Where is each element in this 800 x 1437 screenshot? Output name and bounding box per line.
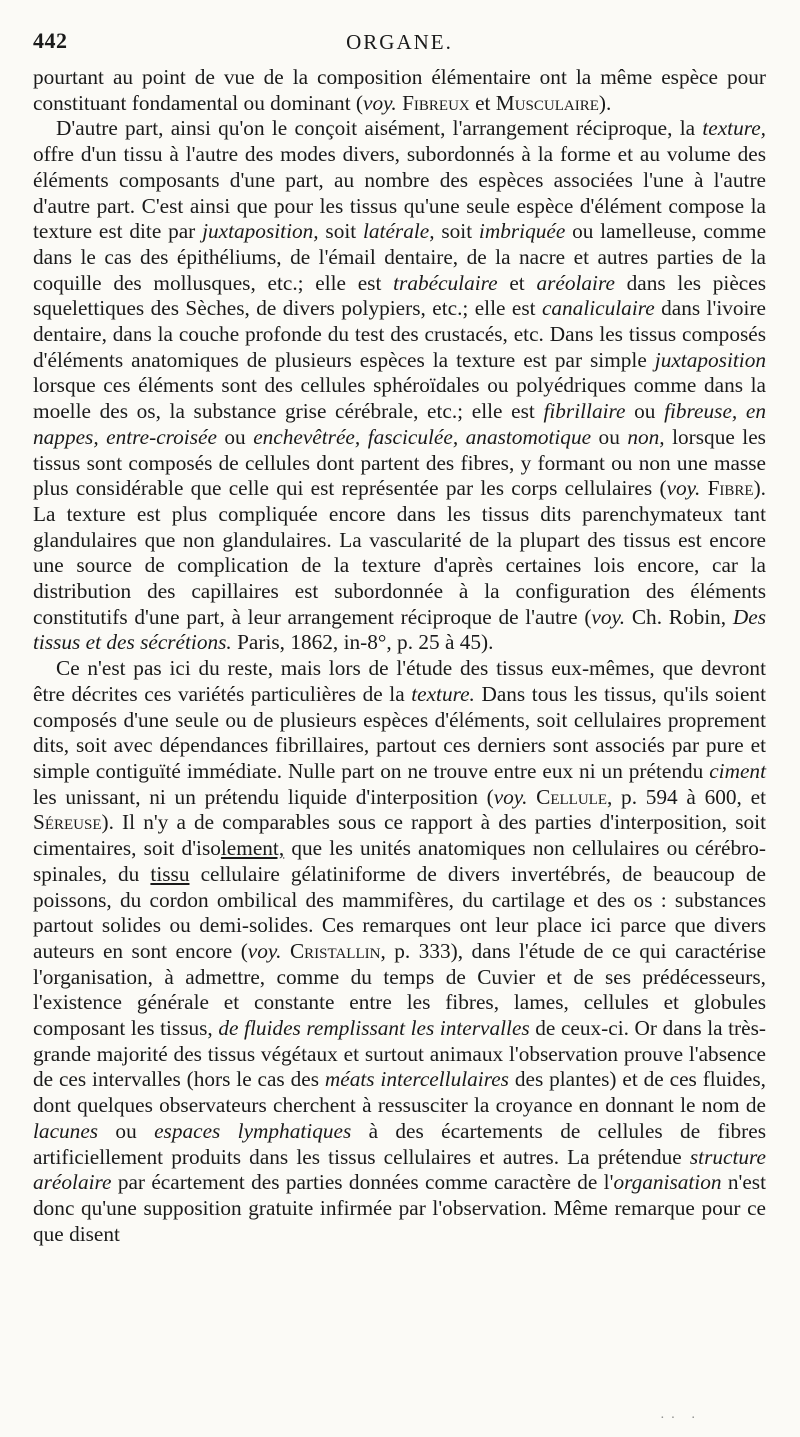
- text-segment: ciment: [709, 758, 766, 783]
- text-segment: que les unités anatomiques non cellulaires ou cérébro-spinales, du: [33, 836, 766, 886]
- text-segment: Paris, 1862, in-8°, p. 25 à 45).: [231, 630, 494, 655]
- text-segment: Cellule: [536, 784, 607, 809]
- text-segment: , p. 594 à 600, et: [606, 784, 766, 809]
- paragraph-3: [33, 656, 766, 1247]
- paragraph-2: [33, 116, 766, 656]
- text-segment: n'est donc qu'une supposition gratuite infirmée par l'observation. Même remarque pour ce que disent: [33, 1170, 766, 1246]
- text-segment: Séreuse: [33, 810, 102, 835]
- text-segment: aréolaire: [536, 270, 615, 295]
- text-segment: Fibreux: [402, 90, 470, 115]
- text-segment: [527, 785, 536, 809]
- text-segment: voy.: [666, 476, 701, 501]
- text-segment: lorsque ces éléments sont des cellules sphéroïdales ou polyédriques comme dans la moelle des os, la substance grise cérébrale, etc.; elle est: [33, 373, 766, 424]
- text-segment: lacunes: [33, 1118, 99, 1143]
- text-segment: texture.: [411, 681, 475, 706]
- text-segment: ou: [216, 424, 254, 449]
- text-segment: enchevêtrée, fasciculée, anastomotique: [253, 424, 592, 449]
- text-segment: organisation: [613, 1170, 722, 1195]
- text-segment: fibreuse, en nappes, entre-croisée: [33, 399, 766, 449]
- text-segment: les unissant, ni un prétendu liquide d'interposition (: [33, 784, 494, 809]
- text-segment: juxtaposition,: [202, 219, 319, 244]
- text-segment: voy.: [363, 90, 397, 115]
- text-segment: à des écartements de cellules de fibres artificiellement produits dans les tissus cellulaires et autres. La prétendue: [33, 1118, 766, 1169]
- text-segment: canaliculaire: [541, 296, 655, 321]
- text-segment: voy.: [247, 938, 282, 963]
- text-segment: latérale,: [362, 219, 435, 244]
- text-segment: voy.: [493, 784, 528, 809]
- text-segment: D'autre part, ainsi qu'on le conçoit aisément, l'arrangement réciproque, la: [56, 116, 703, 141]
- text-segment: dans les pièces squelettiques des Sèches, de divers polypiers, etc.; elle est: [33, 270, 766, 321]
- text-segment: cellulaire gélatiniforme de divers invertébrés, de beaucoup de poissons, du cordon ombilical des mammifères, du cartilage et des os : substances partout solides ou demi-solides. Ces remarques ont leur place ici parce que divers auteurs en sont encore (: [33, 861, 766, 963]
- text-segment: espaces lymphatiques: [154, 1118, 352, 1143]
- text-segment: Ce n'est pas ici du reste, mais lors de l'étude des tissus eux-mêmes, que devront être décrites ces variétés particulières de la: [33, 656, 766, 706]
- text-segment: Des tissus et des sécrétions.: [33, 604, 766, 655]
- text-segment: offre d'un tissu à l'autre des modes divers, subordonnés à la forme et au volume des éléments composants d'une part, au nombre des espèces associées l'une à l'autre d'autre part. C'est ainsi que pour les tissus qu'une seule espèce d'élément compose la texture est dite par: [33, 142, 766, 244]
- text-segment: méats intercellulaires: [324, 1067, 509, 1092]
- body-text: [33, 65, 766, 1247]
- text-segment: juxtaposition: [654, 347, 766, 372]
- text-segment: par écartement des parties données comme caractère de l': [111, 1170, 614, 1195]
- text-segment: ou: [625, 399, 665, 424]
- page-header: [33, 28, 766, 58]
- text-segment: [282, 939, 290, 963]
- text-segment: et: [497, 270, 537, 295]
- text-segment: non,: [627, 424, 665, 449]
- text-segment: lement,: [220, 836, 285, 861]
- text-segment: texture,: [702, 116, 766, 141]
- text-segment: Dans tous les tissus, qu'ils soient composés d'une seule ou de plusieurs espèces d'éléments, soit cellulaires proprement dits, soit avec dépendances fibrillaires, partout ces derniers sont associés par pure et simple contiguïté immédiate. Nulle part on ne trouve entre eux ni un prétendu: [33, 681, 766, 783]
- text-segment: ou: [98, 1118, 155, 1143]
- text-segment: Cristallin: [289, 938, 381, 963]
- text-segment: voy.: [591, 604, 626, 629]
- text-segment: Ch. Robin,: [625, 604, 733, 629]
- printer-marks: ·· ·: [660, 1411, 702, 1426]
- text-segment: pourtant au point de vue de la composition élémentaire ont la même espèce pour constituant fondamental ou dominant (: [33, 65, 766, 115]
- text-segment: soit: [318, 219, 363, 244]
- text-segment: trabéculaire: [393, 270, 498, 295]
- text-segment: ou: [591, 424, 628, 449]
- text-segment: soit: [434, 219, 479, 244]
- text-segment: lorsque les tissus sont composés de cellules dont partent des fibres, y formant ou non une masse plus considérable que celle qui est représentée par les corps cellulaires (: [33, 424, 766, 501]
- text-segment: dans l'ivoire dentaire, dans la couche profonde du test des crustacés, etc. Dans les tissus composés d'éléments anatomiques de plusieurs espèces la texture est par simple: [33, 296, 766, 372]
- paragraph-1: [33, 65, 766, 116]
- text-segment: de ceux-ci. Or dans la très-grande majorité des tissus végétaux et surtout animaux l'observation prouve l'absence de ces intervalles (hors le cas des: [33, 1016, 766, 1092]
- text-segment: fibrillaire: [543, 399, 626, 424]
- text-segment: structure aréolaire: [33, 1144, 766, 1195]
- text-segment: Fibre: [707, 476, 754, 501]
- text-segment: imbriquée: [478, 219, 566, 244]
- running-title: ORGANE.: [346, 30, 453, 54]
- page-number: 442: [33, 28, 68, 53]
- text-segment: , p. 333), dans l'étude de ce qui caractérise l'organisation, à admettre, comme du temps de Cuvier et de ses prédécesseurs, l'existence générale et constante entre les fibres, lames, cellules et globules composant les tissus,: [33, 938, 766, 1041]
- text-segment: ).: [598, 90, 612, 115]
- text-segment: de fluides remplissant les intervalles: [218, 1016, 530, 1041]
- text-segment: des plantes) et de ces fluides, dont quelques observateurs cherchent à ressusciter la croyance en donnant le nom de: [33, 1067, 766, 1118]
- text-segment: tissu: [150, 861, 190, 886]
- text-segment: ou lamelleuse, comme dans le cas des épithéliums, de l'émail dentaire, de la nacre et autres parties de la coquille des mollusques, etc.; elle est: [33, 219, 767, 295]
- text-segment: ). Il n'y a de comparables sous ce rapport à des parties d'interposition, soit cimentaires, soit d'iso: [33, 810, 766, 861]
- text-segment: ). La texture est plus compliquée encore dans les tissus dits parenchymateux tant glandulaires que non glandulaires. La vascularité de la plupart des tissus est encore une source de complication de la texture d'après certaines lois encore, car la distribution des capillaires est subordonnée à la configuration des éléments constitutifs d'une part, à leur arrangement réciproque de l'autre (: [33, 476, 767, 629]
- text-segment: Musculaire: [495, 90, 599, 115]
- text-segment: et: [469, 90, 496, 115]
- text-segment: [700, 476, 707, 500]
